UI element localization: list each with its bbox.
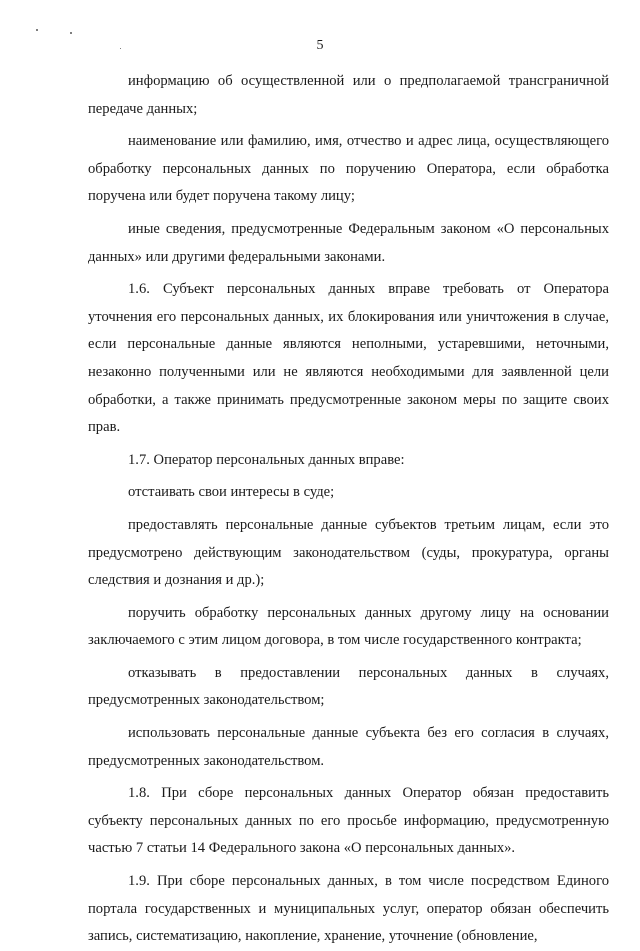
- paragraph: 1.8. При сборе персональных данных Оператор обязан предоставить субъекту персональных данных по его просьбе информацию, предусмотренную частью 7 статьи 14 Федерального закона «О персональных данных».: [88, 785, 609, 857]
- paragraph: иные сведения, предусмотренные Федеральным законом «О персональных данных» или другими федеральными законами.: [88, 220, 609, 265]
- page-number: 5: [316, 38, 324, 53]
- paragraph: 1.9. При сборе персональных данных, в том числе посредством Единого портала государственных и муниципальных услуг, оператор обязан обеспечить запись, систематизацию, накопление, хранение, уточнение (обновление,: [88, 873, 609, 945]
- paragraph: информацию об осуществленной или о предполагаемой трансграничной передаче данных;: [88, 73, 609, 117]
- paragraph: наименование или фамилию, имя, отчество и адрес лица, осуществляющего обработку персональных данных по поручению Оператора, если обработка поручена или будет поручена такому лицу;: [88, 133, 609, 205]
- paragraph: поручить обработку персональных данных другому лицу на основании заключаемого с этим лицом договора, в том числе государственного контракта;: [88, 604, 609, 649]
- paragraph: 1.6. Субъект персональных данных вправе требовать от Оператора уточнения его персональных данных, их блокирования или уничтожения в случае, если персональные данные являются неполными, устаревшими, неточными, незаконно полученными или не являются необходимыми для заявленной цели обработки, а также принимать предусмотренные законом меры по защите своих прав.: [88, 281, 609, 436]
- paragraph: отстаивать свои интересы в суде;: [128, 484, 335, 501]
- paragraph: 1.7. Оператор персональных данных вправе:: [128, 451, 405, 468]
- paragraph: отказывать в предоставлении персональных данных в случаях, предусмотренных законодательством;: [88, 664, 609, 709]
- document-body: [88, 68, 609, 951]
- paragraph: предоставлять персональные данные субъектов третьим лицам, если это предусмотрено действующим законодательством (суды, прокуратура, органы следствия и дознания и др.);: [88, 516, 609, 589]
- scan-speck: [70, 32, 72, 34]
- paragraph: использовать персональные данные субъекта без его согласия в случаях, предусмотренных законодательством.: [88, 725, 609, 769]
- scan-speck: [36, 29, 38, 31]
